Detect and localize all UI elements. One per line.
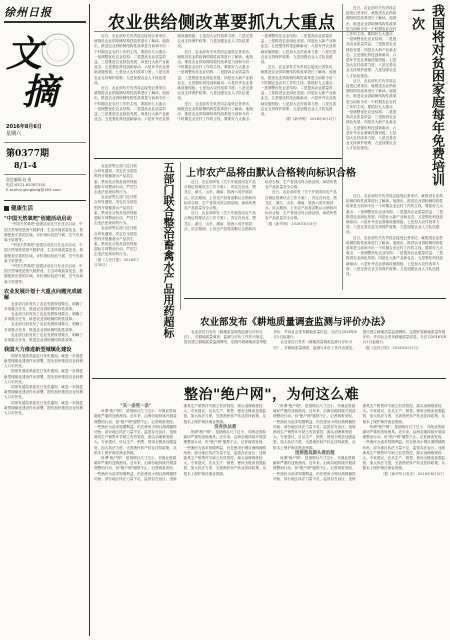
info-body xyxy=(184,330,446,374)
right-vertical-title: 我国将对贫困家庭每年免费培训一次 xyxy=(409,4,444,186)
sidebar-article-title: 我国大力推进新型城镇化建设 xyxy=(4,347,72,354)
vertical-article-paragraph: 农业部等五部门近日联合印发通知，决定在全国范围内开展畜禽水产品抗生素、禁用化合物及兽药残留超标专项整治行动，严厉打击违法违规用药行为。 xyxy=(94,195,138,226)
issue-weekday: 星期六 xyxy=(6,131,22,137)
lead-body xyxy=(94,34,338,154)
vertical-article-title: 五部门联合整治畜禽水产品用药超标 xyxy=(162,162,175,338)
logo-char-1: 文 xyxy=(6,33,43,75)
mid-divider xyxy=(180,162,181,310)
sidebar-article-body: 国家发展改革委近日发布通知，就进一步推进新型城镇化建设作出部署，提出加快推进农业转移人口市民化。 xyxy=(4,369,84,384)
paper-name: 徐州日报 xyxy=(4,6,52,19)
lead-paragraph: 近日，农业部有关负责同志接受记者采访，就推进农业供给侧结构性改革进行了解读。他指出，推进农业供给侧结构性改革是当前和今后一个时期农业农村工作的主线，要抓好九大重点：一是调整优化农业结构；二是提高农业质量效益；三是推进农业绿色发展；四是壮大新产业新业态；五是强化科技创新驱动；六是补齐农业基础设施短板；七是加大农村改革力度；八是完善农业支持保护政策；九是加强农业人才队伍建设。 xyxy=(177,34,337,122)
sidebar-label xyxy=(4,204,33,212)
sidebar-article-body: "中国天然氧吧"创建活动近日在北京启动，中国天然氧吧是指气候舒适、生态环境质量优良、旅游配套完善的区域。评价指标包括气候、空气负氧离子浓度等。 xyxy=(4,243,84,263)
feature-paragraph: 所谓"绝户网"，是指网目尺寸过小、对渔业资源破坏严重的违规渔具。近年来，沿海各地持续开展清理整治行动，但"绝户网"屡禁不止。记者调查发现，一些渔民为追求短期利益，仍在使用小网目渔网捕捞幼鱼；部分地区执法力量不足，监管存在盲区；违规渔具生产销售环节缺乏有效管控，源头治理难度较大。专家建议，应从生产、销售、使用全链条加强监管，加大执法力度，完善渔民转产转业扶持政策，从根本上保护海洋渔业资源。 xyxy=(183,430,267,476)
info-source: （据《农民日报》 2016年8月2日） xyxy=(362,345,421,350)
issue-pages: 8/1-4 xyxy=(14,160,37,170)
right-lower-paragraph: 近日，农业部有关负责同志接受记者采访，就推进农业供给侧结构性改革进行了解读。他指出，推进农业供给侧结构性改革是当前和今后一个时期农业农村工作的主线，要抓好九大重点：一是调整优化农业结构；二是提高农业质量效益；三是推进农业绿色发展；四是壮大新产业新业态；五是强化科技创新驱动；六是补齐农业基础设施短板；七是加大农村改革力度；八是完善农业支持保护政策；九是加强农业人才队伍建设。 xyxy=(346,235,444,277)
sidebar-article-body: 农业部日前发布了农业发展规划要点，明确了多项重点任务，推进农业供给侧结构性改革。 xyxy=(4,322,83,332)
right-lower-body xyxy=(346,194,446,290)
feature-source: （据《新华每日电讯》 2016年8月3日） xyxy=(380,471,446,476)
sidebar-article-body: "中国天然氧吧"创建活动近日在北京启动，中国天然氧吧是指气候舒适、生态环境质量优良、旅游配套完善的区域。评价指标包括气候、空气负氧离子浓度等。 xyxy=(4,264,84,284)
info-title: 农业部发布《耕地质量调查监测与评价办法》 xyxy=(200,317,391,328)
issue-number: 第0377期 xyxy=(6,149,50,159)
mid-bottom-rule xyxy=(184,298,446,299)
info-paragraph: 农业部近日发布《耕地质量调查监测与评价办法》，对耕地质量调查、监测与评价工作作出规定，提出建立耕地质量监测网络，定期开展耕地质量等级评价，并向社会发布耕地质量信息。办法自2016年8月1日起施行。 xyxy=(184,330,357,345)
feature-paragraph: 所谓"绝户网"，是指网目尺寸过小、对渔业资源破坏严重的违规渔具。近年来，沿海各地持续开展清理整治行动，但"绝户网"屡禁不止。记者调查发现，一些渔民为追求短期利益，仍在使用小网目渔网捕捞幼鱼；部分地区执法力量不足，监管存在盲区；违规渔具生产销售环节缺乏有效管控，源头治理难度较大。专家建议，应从生产、销售、使用全链条加强监管，加大执法力度，完善渔民转产转业扶持政策，从根本上保护海洋渔业资源。 xyxy=(94,404,267,481)
editor-info xyxy=(6,177,86,193)
editor-line: E-mail:yupinglong@163.com xyxy=(6,187,61,193)
editor-line: 责任编辑:赵 燕 xyxy=(6,177,32,182)
right-body xyxy=(346,6,398,151)
pages-rule xyxy=(4,174,86,175)
right-paragraph: 近日，农业部有关负责同志接受记者采访，就推进农业供给侧结构性改革进行了解读。他指出，推进农业供给侧结构性改革是当前和今后一个时期农业农村工作的主线，要抓好九大重点：一是调整优化农业结构；二是提高农业质量效益；三是推进农业绿色发展；四是壮大新产业新业态；五是强化科技创新驱动；六是补齐农业基础设施短板；七是加大农村改革力度；八是完善农业支持保护政策；九是加强农业人才队伍建设。 xyxy=(346,78,397,151)
left-column-divider xyxy=(89,4,90,636)
sidebar-article-body: "中国天然氧吧"创建活动近日在北京启动，中国天然氧吧是指气候舒适、生态环境质量优良、旅游配套完善的区域。评价指标包括气候、空气负氧离子浓度等。 xyxy=(4,222,84,243)
lead-paragraph: 近日，农业部有关负责同志接受记者采访，就推进农业供给侧结构性改革进行了解读。他指出，推进农业供给侧结构性改革是当前和今后一个时期农业农村工作的主线，要抓好九大重点：一是调整优化农业结构；二是提高农业质量效益；三是推进农业绿色发展；四是壮大新产业新业态；五是强化科技创新驱动；六是补齐农业基础设施短板；七是加大农村改革力度；八是完善农业支持保护政策；九是加强农业人才队伍建设。 xyxy=(260,65,337,117)
mid-paragraph: 近日，农业部印发《关于开展食用农产品合格证管理试点工作方案》，决定在河北、黑龙江、浙江、山东、湖南、陕西六省开展试点。试点期间，上市农产品将由默认合格转向标识合格，生产者须出具合格证明，承诺所售农产品质量安全合格。 xyxy=(265,190,337,221)
mid-title: 上市农产品将由默认合格转向标识合格 xyxy=(186,168,356,179)
sidebar-articles xyxy=(4,212,86,636)
feature-paragraph: 所谓"绝户网"，是指网目尺寸过小、对渔业资源破坏严重的违规渔具。近年来，沿海各地持续开展清理整治行动，但"绝户网"屡禁不止。记者调查发现，一些渔民为追求短期利益，仍在使用小网目渔网捕捞幼鱼；部分地区执法力量不足，监管存在盲区；违规渔具生产销售环节缺乏有效管控，源头治理难度较大。专家建议，应从生产、销售、使用全链条加强监管，加大执法力度，完善渔民转产转业扶持政策，从根本上保护海洋渔业资源。 xyxy=(273,404,356,450)
lead-paragraph: 近日，农业部有关负责同志接受记者采访，就推进农业供给侧结构性改革进行了解读。他指出，推进农业供给侧结构性改革是当前和今后一个时期农业农村工作的主线，要抓好九大重点：一是调整优化农业结构；二是提高农业质量效益；三是推进农业绿色发展；四是壮大新产业新业态；五是强化科技创新驱动；六是补齐农业基础设施短板；七是加大农村改革力度；八是完善农业支持保护政策；九是加强农业人才队伍建设。 xyxy=(94,34,253,122)
sidebar-label-text: 健康生活 xyxy=(11,206,34,212)
section-logo xyxy=(4,26,86,113)
vertical-article-body xyxy=(94,164,140,364)
lead-paragraph: 近日，农业部有关负责同志接受记者采访，就推进农业供给侧结构性改革进行了解读。他指出，推进农业供给侧结构性改革是当前和今后一个时期农业农村工作的主线，要抓好九大重点：一是调整优化农业结构；二是提高农业质量效益；三是推进农业绿色发展；四是壮大新产业新业态；五是强化科技创新驱动；六是补齐农业基础设施短板；七是加大农村改革力度；八是完善农业支持保护政策；九是加强农业人才队伍建设。 xyxy=(177,49,253,101)
feature-paragraph: 所谓"绝户网"，是指网目尺寸过小、对渔业资源破坏严重的违规渔具。近年来，沿海各地持续开展清理整治行动，但"绝户网"屡禁不止。记者调查发现，一些渔民为追求短期利益，仍在使用小网目渔网捕捞幼鱼；部分地区执法力量不足，监管存在盲区；违规渔具生产销售环节缺乏有效管控，源头治理难度较大。专家建议，应从生产、销售、使用全链条加强监管，加大执法力度，完善渔民转产转业扶持政策，从根本上保护海洋渔业资源。 xyxy=(94,409,177,455)
masthead-rule xyxy=(4,21,86,23)
feature-body xyxy=(94,404,446,636)
right-lower-paragraph: 近日，农业部有关负责同志接受记者采访，就推进农业供给侧结构性改革进行了解读。他指出，推进农业供给侧结构性改革是当前和今后一个时期农业农村工作的主线，要抓好九大重点：一是调整优化农业结构；二是提高农业质量效益；三是推进农业绿色发展；四是壮大新产业新业态；五是强化科技创新驱动；六是补齐农业基础设施短板；七是加大农村改革力度；八是完善农业支持保护政策；九是加强农业人才队伍建设。 xyxy=(346,194,444,235)
date-block xyxy=(6,124,42,138)
vertical-article-paragraph: 农业部等五部门近日联合印发通知，决定在全国范围内开展畜禽水产品抗生素、禁用化合物及兽药残留超标专项整治行动，严厉打击违法违规用药行为。 xyxy=(94,164,138,195)
issue-date: 2016年8月6日 xyxy=(6,124,42,130)
sidebar-article-title: "中国天然氧吧"创建活动启动 xyxy=(4,216,72,222)
logo-char-2: 摘 xyxy=(22,71,59,113)
feature-title: 整治"绝户网"，为何这么难 xyxy=(184,387,360,403)
mid-source: （据《新华网》 2016年8月3日） xyxy=(265,221,320,226)
info-paragraph: 农业部近日发布《耕地质量调查监测与评价办法》，对耕地质量调查、监测与评价工作作出规定，提出建立耕地质量监测网络，定期开展耕地质量等级评价，并向社会发布耕地质量信息。办法自2016年8月1日起施行。 xyxy=(273,330,446,350)
feature-subhead: 没有执法难 xyxy=(214,424,237,430)
feature-subhead: 违规渔具源头难治理 xyxy=(294,450,335,456)
sidebar-article-body: 国家发展改革委近日发布通知，就进一步推进新型城镇化建设作出部署，提出加快推进农业转移人口市民化。 xyxy=(4,400,84,415)
sidebar-label-rule xyxy=(4,200,86,201)
square-bullet-icon xyxy=(4,206,9,211)
sidebar-article-body: 国家发展改革委近日发布通知，就进一步推进新型城镇化建设作出部署，提出加快推进农业转移人口市民化。 xyxy=(4,353,84,369)
lead-title: 农业供给侧改革要抓九大重点 xyxy=(108,13,336,33)
feature-paragraph: 所谓"绝户网"，是指网目尺寸过小、对渔业资源破坏严重的违规渔具。近年来，沿海各地持续开展清理整治行动，但"绝户网"屡禁不止。记者调查发现，一些渔民为追求短期利益，仍在使用小网目渔网捕捞幼鱼；部分地区执法力量不足，监管存在盲区；违规渔具生产销售环节缺乏有效管控，源头治理难度较大。专家建议，应从生产、销售、使用全链条加强监管，加大执法力度，完善渔民转产转业扶持政策，从根本上保护海洋渔业资源。 xyxy=(362,424,446,471)
date-rule xyxy=(4,142,86,143)
mid-paragraph: 近日，农业部印发《关于开展食用农产品合格证管理试点工作方案》，决定在河北、黑龙江、浙江、山东、湖南、陕西六省开展试点。试点期间，上市农产品将由默认合格转向标识合格，生产者须出具合格证明，承诺所售农产品质量安全合格。 xyxy=(184,180,256,211)
lead-bottom-rule xyxy=(94,158,342,159)
feature-top-rule xyxy=(92,378,446,379)
right-paragraph: 近日，农业部有关负责同志接受记者采访，就推进农业供给侧结构性改革进行了解读。他指出，推进农业供给侧结构性改革是当前和今后一个时期农业农村工作的主线，要抓好九大重点：一是调整优化农业结构；二是提高农业质量效益；三是推进农业绿色发展；四是壮大新产业新业态；五是强化科技创新驱动；六是补齐农业基础设施短板；七是加大农村改革力度；八是完善农业支持保护政策；九是加强农业人才队伍建设。 xyxy=(346,6,397,78)
sidebar-article-body: 国家发展改革委近日发布通知，就进一步推进新型城镇化建设作出部署，提出加快推进农业转移人口市民化。 xyxy=(4,384,84,400)
right-column-divider xyxy=(342,4,343,290)
sidebar-article-body: 农业部日前发布了农业发展规划要点，明确了多项重点任务，推进农业供给侧结构性改革。 xyxy=(4,301,83,311)
mid-body xyxy=(184,180,340,292)
editor-line: 电话:0571-85787150 xyxy=(6,182,46,188)
sidebar-article-body: 农业部日前发布了农业发展规划要点，明确了多项重点任务，推进农业供给侧结构性改革。 xyxy=(4,312,83,322)
feature-paragraph: 所谓"绝户网"，是指网目尺寸过小、对渔业资源破坏严重的违规渔具。近年来，沿海各地持续开展清理整治行动，但"绝户网"屡禁不止。记者调查发现，一些渔民为追求短期利益，仍在使用小网目渔网捕捞幼鱼；部分地区执法力量不足，监管存在盲区；违规渔具生产销售环节缺乏有效管控，源头治理难度较大。专家建议，应从生产、销售、使用全链条加强监管，加大执法力度，完善渔民转产转业扶持政策，从根本上保护海洋渔业资源。 xyxy=(273,404,446,481)
feature-subhead: "买一条死一条" xyxy=(120,404,152,409)
mid-paragraph: 近日，农业部印发《关于开展食用农产品合格证管理试点工作方案》，决定在河北、黑龙江、浙江、山东、湖南、陕西六省开展试点。试点期间，上市农产品将由默认合格转向标识合格，生产者须出具合格证明，承诺所售农产品质量安全合格。 xyxy=(184,180,337,231)
lead-paragraph: 近日，农业部有关负责同志接受记者采访，就推进农业供给侧结构性改革进行了解读。他指出，推进农业供给侧结构性改革是当前和今后一个时期农业农村工作的主线，要抓好九大重点：一是调整优化农业结构；二是提高农业质量效益；三是推进农业绿色发展；四是壮大新产业新业态；五是强化科技创新驱动；六是补齐农业基础设施短板；七是加大农村改革力度；八是完善农业支持保护政策；九是加强农业人才队伍建设。 xyxy=(94,34,170,85)
vertical-article-paragraph: 农业部等五部门近日联合印发通知，决定在全国范围内开展畜禽水产品抗生素、禁用化合物及兽药残留超标专项整治行动，严厉打击违法违规用药行为。 xyxy=(94,226,138,257)
sidebar-article-title: 农业发展计划十大重点问题完成破解 xyxy=(4,288,82,302)
lead-source: （据《新华网》 2016年8月2日） xyxy=(283,117,338,122)
sidebar-article-body: 农业部日前发布了农业发展规划要点，明确了多项重点任务，推进农业供给侧结构性改革。 xyxy=(4,332,83,343)
vertical-article-source: （据《人民日报》 2016年7月30日） xyxy=(94,257,139,267)
